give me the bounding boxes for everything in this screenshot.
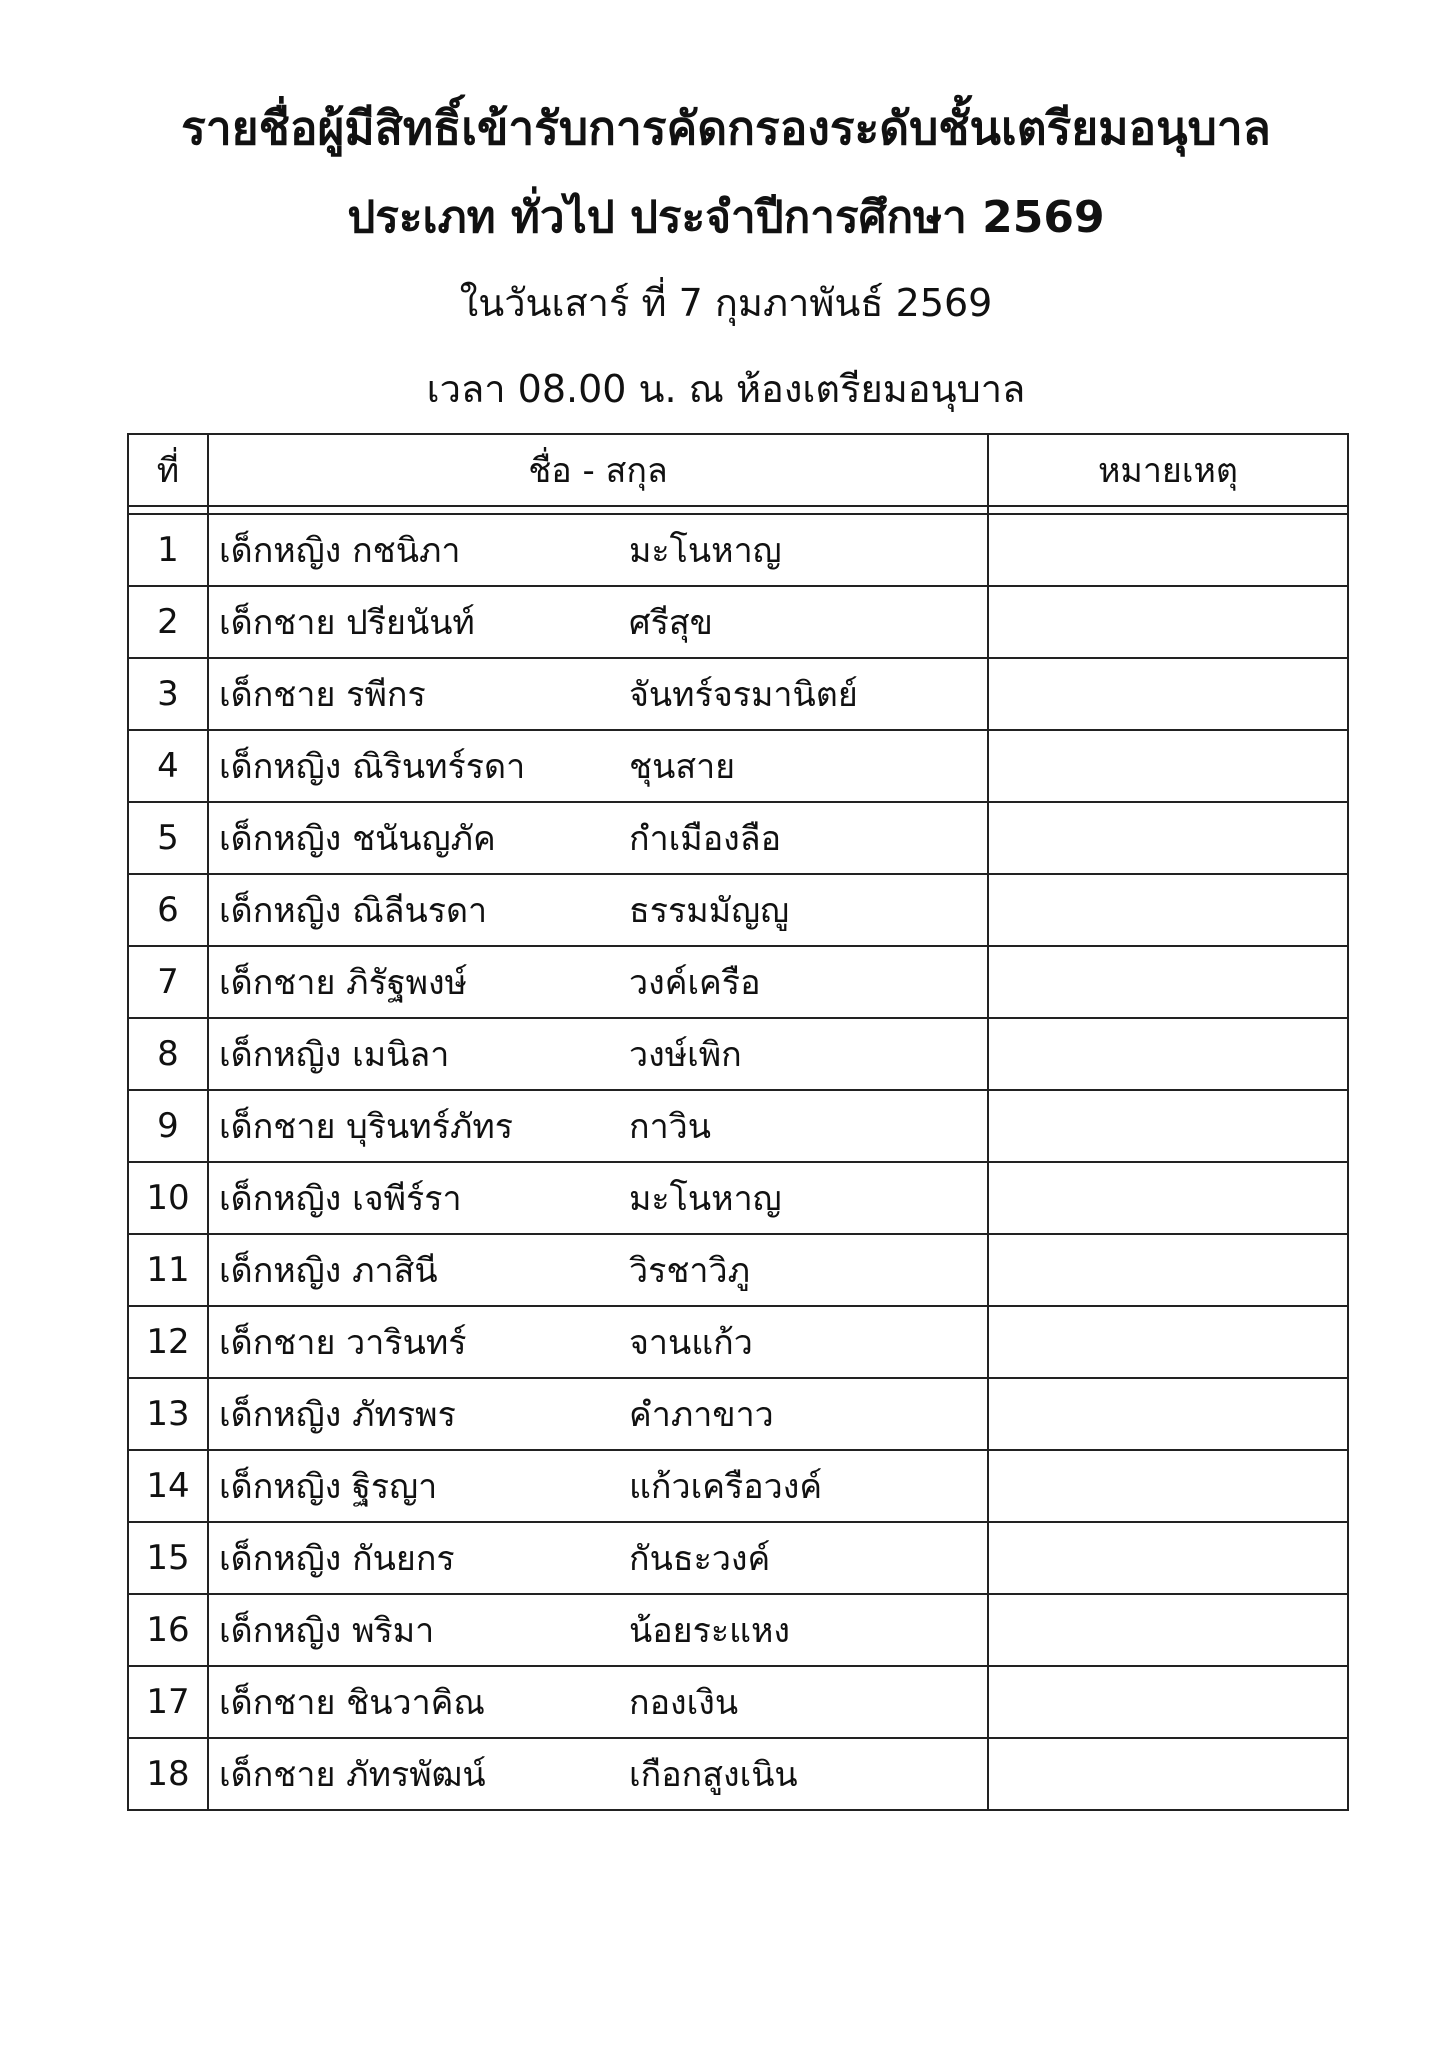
remark-cell bbox=[988, 874, 1348, 946]
student-last-name: เกือกสูงเนิน bbox=[629, 1755, 798, 1795]
student-first-name: เด็กหญิง พริมา bbox=[219, 1611, 435, 1651]
document-title: รายชื่อผู้มีสิทธิ์เข้ารับการคัดกรองระดับชั้นเตรียมอนุบาล bbox=[181, 101, 1271, 155]
student-first-name: เด็กหญิง เจพีร์รา bbox=[219, 1179, 462, 1219]
student-last-name: คำภาขาว bbox=[629, 1395, 774, 1435]
student-first-name: เด็กชาย วารินทร์ bbox=[219, 1323, 467, 1363]
table-header-row bbox=[128, 434, 1348, 506]
student-last-name: น้อยระแหง bbox=[629, 1611, 791, 1651]
row-number: 6 bbox=[128, 874, 208, 946]
table-row bbox=[128, 1594, 1348, 1666]
student-first-name: เด็กหญิง ณิลีนรดา bbox=[219, 891, 488, 931]
remark-cell bbox=[988, 1522, 1348, 1594]
row-number: 1 bbox=[128, 514, 208, 586]
student-first-name: เด็กชาย รพีกร bbox=[219, 675, 426, 715]
student-last-name: จันทร์จรมานิตย์ bbox=[629, 675, 858, 715]
remark-cell bbox=[988, 1162, 1348, 1234]
row-number: 9 bbox=[128, 1090, 208, 1162]
student-name-cell bbox=[208, 730, 988, 802]
student-name-cell bbox=[208, 514, 988, 586]
row-number: 13 bbox=[128, 1378, 208, 1450]
row-number: 3 bbox=[128, 658, 208, 730]
table-row bbox=[128, 874, 1348, 946]
table-row bbox=[128, 586, 1348, 658]
student-name-cell bbox=[208, 1234, 988, 1306]
student-first-name: เด็กชาย ภัทรพัฒน์ bbox=[219, 1755, 486, 1795]
student-first-name: เด็กหญิง ชนันญภัค bbox=[219, 819, 496, 859]
remark-cell bbox=[988, 730, 1348, 802]
student-last-name: กองเงิน bbox=[629, 1683, 739, 1723]
row-number: 11 bbox=[128, 1234, 208, 1306]
student-first-name: เด็กชาย ปรียนันท์ bbox=[219, 603, 475, 643]
student-last-name: กันธะวงค์ bbox=[629, 1539, 771, 1579]
student-last-name: มะโนหาญ bbox=[629, 531, 782, 571]
student-first-name: เด็กชาย บุรินทร์ภัทร bbox=[219, 1107, 514, 1147]
table-row bbox=[128, 730, 1348, 802]
student-first-name: เด็กหญิง ภาสินี bbox=[219, 1251, 438, 1291]
header-name: ชื่อ - สกุล bbox=[208, 434, 988, 506]
student-name-cell bbox=[208, 1666, 988, 1738]
student-last-name: จานแก้ว bbox=[629, 1323, 753, 1363]
row-number: 8 bbox=[128, 1018, 208, 1090]
remark-cell bbox=[988, 1090, 1348, 1162]
remark-cell bbox=[988, 1234, 1348, 1306]
row-number: 10 bbox=[128, 1162, 208, 1234]
student-last-name: วงค์เครือ bbox=[629, 963, 761, 1003]
table-row bbox=[128, 1162, 1348, 1234]
header-note: หมายเหตุ bbox=[988, 434, 1348, 506]
student-name-cell bbox=[208, 1306, 988, 1378]
student-name-cell bbox=[208, 1378, 988, 1450]
student-name-cell bbox=[208, 802, 988, 874]
row-number: 12 bbox=[128, 1306, 208, 1378]
table-row bbox=[128, 1738, 1348, 1810]
table-row bbox=[128, 1090, 1348, 1162]
row-number: 15 bbox=[128, 1522, 208, 1594]
student-last-name: ธรรมมัญญู bbox=[629, 891, 790, 931]
student-last-name: กาวิน bbox=[629, 1107, 712, 1147]
student-name-cell bbox=[208, 1018, 988, 1090]
table-row bbox=[128, 1450, 1348, 1522]
student-name-cell bbox=[208, 1450, 988, 1522]
table-row bbox=[128, 1234, 1348, 1306]
student-name-cell bbox=[208, 946, 988, 1018]
row-number: 17 bbox=[128, 1666, 208, 1738]
remark-cell bbox=[988, 802, 1348, 874]
remark-cell bbox=[988, 1738, 1348, 1810]
student-first-name: เด็กหญิง เมนิลา bbox=[219, 1035, 450, 1075]
table-row bbox=[128, 1522, 1348, 1594]
student-last-name: วงษ์เพิก bbox=[629, 1035, 742, 1075]
table-row bbox=[128, 1666, 1348, 1738]
table-row bbox=[128, 514, 1348, 586]
student-name-cell bbox=[208, 658, 988, 730]
student-name-cell bbox=[208, 1738, 988, 1810]
student-first-name: เด็กชาย ภิรัฐพงษ์ bbox=[219, 963, 468, 1003]
remark-cell bbox=[988, 514, 1348, 586]
exam-date: ในวันเสาร์ ที่ 7 กุมภาพันธ์ 2569 bbox=[459, 281, 993, 325]
student-first-name: เด็กหญิง ณิรินทร์รดา bbox=[219, 747, 526, 787]
student-roster-table bbox=[127, 433, 1349, 1811]
exam-time-location: เวลา 08.00 น. ณ ห้องเตรียมอนุบาล bbox=[426, 367, 1026, 411]
remark-cell bbox=[988, 1018, 1348, 1090]
remark-cell bbox=[988, 1666, 1348, 1738]
student-name-cell bbox=[208, 1594, 988, 1666]
row-number: 5 bbox=[128, 802, 208, 874]
student-last-name: วิรชาวิภู bbox=[629, 1251, 751, 1291]
table-spacer-row bbox=[128, 506, 1348, 514]
student-name-cell bbox=[208, 586, 988, 658]
row-number: 4 bbox=[128, 730, 208, 802]
remark-cell bbox=[988, 1594, 1348, 1666]
student-first-name: เด็กชาย ชินวาคิณ bbox=[219, 1683, 485, 1723]
remark-cell bbox=[988, 946, 1348, 1018]
student-first-name: เด็กหญิง ฐิรญา bbox=[219, 1467, 438, 1507]
header-no: ที่ bbox=[128, 434, 208, 506]
student-name-cell bbox=[208, 874, 988, 946]
table-row bbox=[128, 1306, 1348, 1378]
student-last-name: ชุนสาย bbox=[629, 747, 736, 787]
document-subtitle: ประเภท ทั่วไป ประจำปีการศึกษา 2569 bbox=[347, 192, 1105, 243]
table-row bbox=[128, 1018, 1348, 1090]
row-number: 14 bbox=[128, 1450, 208, 1522]
row-number: 2 bbox=[128, 586, 208, 658]
student-last-name: ศรีสุข bbox=[629, 603, 713, 643]
row-number: 16 bbox=[128, 1594, 208, 1666]
table-row bbox=[128, 946, 1348, 1018]
student-first-name: เด็กหญิง กชนิภา bbox=[219, 531, 461, 571]
student-first-name: เด็กหญิง กันยกร bbox=[219, 1539, 455, 1579]
remark-cell bbox=[988, 1378, 1348, 1450]
student-name-cell bbox=[208, 1162, 988, 1234]
table-body bbox=[128, 506, 1348, 1810]
table-row bbox=[128, 658, 1348, 730]
student-last-name: กำเมืองลือ bbox=[629, 819, 781, 859]
table-row bbox=[128, 802, 1348, 874]
remark-cell bbox=[988, 586, 1348, 658]
remark-cell bbox=[988, 658, 1348, 730]
remark-cell bbox=[988, 1306, 1348, 1378]
row-number: 7 bbox=[128, 946, 208, 1018]
student-last-name: มะโนหาญ bbox=[629, 1179, 782, 1219]
student-name-cell bbox=[208, 1522, 988, 1594]
student-name-cell bbox=[208, 1090, 988, 1162]
student-first-name: เด็กหญิง ภัทรพร bbox=[219, 1395, 456, 1435]
student-last-name: แก้วเครือวงค์ bbox=[629, 1467, 823, 1507]
remark-cell bbox=[988, 1450, 1348, 1522]
table-row bbox=[128, 1378, 1348, 1450]
row-number: 18 bbox=[128, 1738, 208, 1810]
